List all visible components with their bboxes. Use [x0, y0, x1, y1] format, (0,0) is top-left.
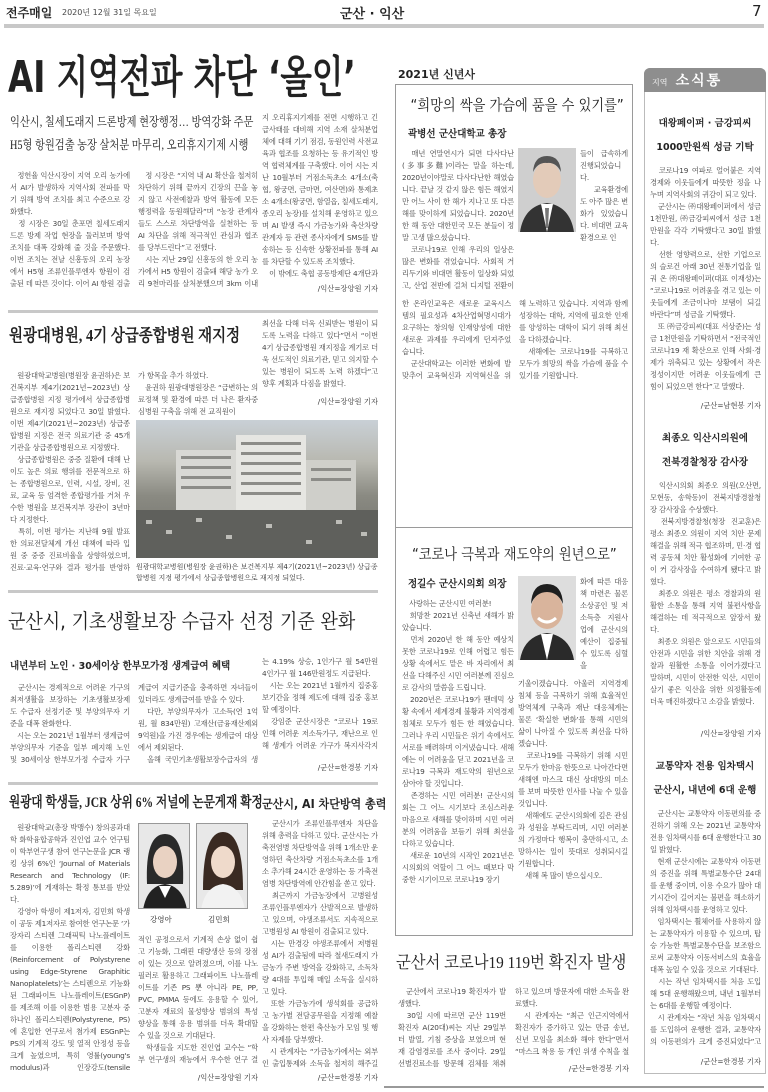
- byline: /군산=한경봉 기자: [317, 763, 378, 772]
- news-title: [644, 427, 766, 475]
- student-photo: [196, 823, 248, 909]
- quote-headline: [396, 544, 632, 564]
- student-photo: [138, 823, 190, 909]
- news-title-line: 최종오 익산시의원에: [662, 433, 748, 444]
- speaker-photo: [518, 576, 576, 660]
- article-column: 정헌율 익산시장이 지역 오리 농가에서 AI가 발생하자 지역사회 전파를 막기 위해 방역 조치를 최고 수준으로 강화했다. 정 시장은 30일 춘포면 칠세도래지 드론 방제 작업 현장을 둘러보며 방역 조치를 대폭 강화해 줄 것을 주문했다. 이번 조치는 전날 신흥동의 오리 농장에서 H5형 조류인플루엔자 항원이 검출된 데 따른 것이다. 이어 AI 항원 검출: [10, 171, 130, 288]
- news-title-line: 1000만원씩 성금 기탁: [656, 142, 754, 153]
- news-title: [644, 755, 766, 803]
- bottom-rule: [384, 1086, 764, 1088]
- byline: /익산=장양원 기자: [197, 1073, 258, 1082]
- news-title-line: 교통약자 전용 임차택시: [655, 761, 755, 772]
- photo-name: 김민희: [208, 915, 230, 924]
- sidebar-header: [644, 68, 766, 92]
- sidebar-header-title: 소식통: [675, 73, 723, 89]
- divider: [395, 527, 633, 528]
- portrait-image: [518, 148, 576, 232]
- address-column: 기울이겠습니다. 아울러 지역경제 침체 등을 극복하기 위해 효율적인 방역체계 구축과 재난 대응체계는 물론 ‘확실한 변화’를 통해 시민의 삶이 나아질 수 있도록 최선을 다하겠습니다. 코로나19를 극복하기 위해 시민 모두가 한마음 한뜻으로 나아간다면 새해엔 마스크 대신 상대방의 미소를 보며 따뜻한 인사를 나눌 수 있을 것입니다. 새해에도 군산시의회에 깊은 관심과 성원을 부탁드리며, 시민 여러분의 가정마다 행복이 충만하시고, 소망하시는 일이 뜻대로 성취되시길 기원합니다. 새해 복 많이 받으십시오.: [518, 679, 628, 880]
- article-column: 지 오리휴지기제를 전면 시행하고 긴급사태를 대비해 지역 소재 살처분업체에 대해 기기 점검, 동원인력 사전교육과 협조를 요청하는 등 유기적인 방역 협력체계를 구축했다. 이어 시는 지난 10월부터 거점소독초소 4개소(축협, 왕궁면, 금마면, 여산면)와 통제초소 4개소(왕궁면, 함열읍, 칠세도래지, 종오리 농장)를 설치해 운영하고 있으며 AI 발생 즉시 가금농가와 축산차량 관계자 등 관련 종사자에게 SMS를 발송하는 등 신속한 상황전파를 통해 AI를 차단할 수 있도록 조치했다. 이 밖에도 축협 공동방제단 4개단과: [262, 113, 378, 278]
- photo-caption: 원광대학교병원(병원장 윤권하)은 보건복지부 제4기(2021년~2023년) 상급종합병원 지정 평가에서 상급종합병원으로 재지정 되었다.: [136, 563, 378, 582]
- headline: 원광대 학생들, JCR 상위 6% 저널에 논문게재 확정: [9, 795, 263, 811]
- photo-name: 강영아: [150, 915, 172, 924]
- divider: [8, 590, 378, 593]
- headline: 군산서 코로나19 119번 확진자 발생: [396, 953, 627, 972]
- article-column: 는 4.19% 상승, 1인가구 월 54만원 4인가구 월 146만원정도 지급된다. 시는 오는 2021년 1월까지 집중홍보기간을 정해 제도에 대해 집중 홍보할 예정이다. 강임준 군산시장은 “코로나 19로 인해 어려운 저소득가구, 재난으로 인해 생계가 어려운 가구가 복지사각지: [262, 657, 378, 750]
- address-column: 매년 연말연시가 되면 다사다난(多事多難)이라는 말을 하는데, 2020년이야말로 다사다난한 해였습니다. 끝날 것 같지 않은 힘든 해였지만 어느 사이 한 해가 지나고 또 다른 해를 맞이하게 되었습니다. 2020년 한 해 동안 대한민국 모든 분들이 정말 고생 많으셨습니다. 코로나19로 인해 우리의 일상은 많은 변화를 겪었습니다. 사회적 거리두기와 비대면 활동이 일상화 되었고, 산업 전반에 걸쳐 디지털 전환이: [402, 149, 514, 290]
- divider: [8, 782, 378, 785]
- news-title-line: 전북경찰청장 감사장: [662, 457, 748, 468]
- new-year-label: 2021년 신년사: [398, 68, 475, 81]
- divider: [8, 310, 378, 313]
- news-body: 코로나19 여파로 얼어붙은 지역경제와 이웃들에게 따뜻한 정을 나누며 지역사회의 귀감이 되고 있다. 군산시는 ㈜대왕페이퍼에서 성금 1천만원, ㈜금강피씨에서 성금 1천만원을 각각 기탁했다고 30일 밝혔다. 선한 영향력으로, 선한 기업으로의 슬로건 아래 30년 전통기업을 일궈 온 ㈜대왕페이퍼(대표 이재성)는 “코로나19로 어려움을 겪고 있는 이웃들에게 조금이나마 보탬이 되길 바란다”며 성금을 기탁했다. 또 ㈜금강피씨(대표 서상준)는 성금 1천만원을 기탁하면서 “전국적인 코로나19 재 확산으로 인해 사회·경제가 위축되고 있는 상황에서 작은 정성이지만 어려운 이웃들에게 큰 힘이 되었으면 한다”고 말했다.: [650, 166, 761, 391]
- news-title-line: 군산시, 내년에 6대 운행: [653, 785, 757, 796]
- headline: 원광대병원, 4기 상급종합병원 재지정: [9, 326, 241, 345]
- hospital-building-image: [136, 420, 378, 558]
- issue-date: 2020년 12월 31일 목요일: [62, 8, 157, 17]
- address-column: 사랑하는 군산시민 여러분! 희망찬 2021년 신축년 새해가 밝았습니다. 먼저 2020년 한 해 동안 예상치 못한 코로나19로 인해 어렵고 힘든 상황 속에서도 맡은 바 자리에서 최선을 다해주신 시민 여러분께 진심으로 감사의 말씀을 드립니다. 2020년은 코로나19가 팬데믹 상황 속에서 세계경제 불황과 지역경제 침체로 모두가 힘든 한 해였습니다. 그러나 우리 시민들은 위기 속에서도 서로를 배려하며 이겨냈습니다. 새해에는 이 어려움을 딛고 2021년을 코로나19 극복과 재도약의 원년으로 삼아야 할 것입니다. 존경하는 시민 여러분! 군산시의회는 그 어느 시기보다 조심스러운 마음으로 새해를 맞이하며 시민 여러분의 어려움을 보듬기 위해 최선을 다하고 있습니다. 새로운 10년의 시작인 2021년은 시의회의 역할이 그 어느 때보다 막중한 시기이므로 코로나19 장기: [402, 599, 514, 884]
- article-column: 군산에서 코로나19 확진자가 발생했다. 30일 시에 따르면 군산 119번 확진자 A(20대)씨는 지난 29일부터 발열, 기침 증상을 보였으며 현재 감염경로를 조사 중이다. 29일 선별진료소를 방문해 검체를 채취: [398, 987, 506, 1068]
- article-column: 적인 공정으로서 기계적 손상 없이 쉽고 기능화, 그래핀 대량생산 등의 장점이 있는 것으로 알려졌으며, 이를 나노필러로 활용하고 그래파이트 나노플레이트를 기존 PS 뿐 아니라 PE, PP, PVC, PMMA 등에도 응용할 수 있어, 고분자 재료의 물성향상 범위의 특성 향상을 통해 응용 범위를 더욱 확대할 수 있을 것으로 기대된다. 학생들을 지도한 진인엽 교수는 “학부 연구생의 재능에서 우수한 연구 결: [138, 935, 258, 1064]
- article-column: 원광대학교병원(병원장 윤권하)은 보건복지부 제4기(2021년~2023년) 상급종합병원 지정 평가에서 상급종합병원으로 재지정 되었다고 30일 밝혔다. 이번 제4기(2021년~2023년) 상급종합병원 지정은 전국 의료기관 중 45개 기관을 상급종합병원으로 지정했다. 상급종합병원은 중증 질환에 대해 난이도 높은 의료 행위를 전문적으로 하는 종합병원으로, 인력, 시설, 장비, 진료, 교육 등 엄격한 종합평가를 거쳐 우수한 병원을 보건복지부 장관이 3년마다 지정한다. 특히, 이번 평가는 지난해 9월 발표한 의료전달체계 개선 대책에 따라 입원 중 중증 진료비율을 상향하였으며, 진료·교육·연구와 결과 평가를 반영하: [10, 371, 130, 572]
- byline: /군산=한경봉 기자: [700, 1057, 761, 1066]
- address-column: 들이 급속하게 진행되었습니다. 교육환경에도 아주 많은 변화가 있었습니다. 비대면 교육환경으로 인: [580, 149, 628, 242]
- article-column: 최선을 다해 더욱 신뢰받는 병원이 되도록 노력을 다하고 있다”면서 “이번 4기 상급종합병원 재지정을 계기로 더욱 선도적인 의료기관, 믿고 의지할 수 있는 병원이 되도록 노력 하겠다”고 향후 계획과 다짐을 밝혔다.: [262, 319, 378, 388]
- byline: /익산=장양원 기자: [317, 397, 378, 406]
- subheadline: 익산시, 칠세도래지 드론방제 현장행정… 방역강화 주문: [10, 115, 254, 129]
- paper-name: 전주매일: [6, 6, 53, 20]
- speaker-name: 정길수 군산시의회 의장: [408, 579, 507, 590]
- byline: /군산=남현봉 기자: [700, 401, 761, 410]
- hospital-photo: [136, 420, 378, 558]
- article-column: 하고 있으며 방문자에 대한 소독을 완료했다. 시 관계자는 “최근 인근지역에서 확진자가 증가하고 있는 만큼 송년, 신년 모임을 최소화 해야 한다”면서 “마스크 착용 등 개인 위생 수칙을 철: [515, 987, 629, 1056]
- portrait-image: [197, 824, 248, 909]
- headline: 군산시, AI 차단방역 총력: [262, 797, 387, 811]
- address-column: 한 온라인교육은 새로운 교육시스템의 필요성과 4차산업혁명시대가 요구하는 창의형 인재양성에 대한 새로운 과제를 우리에게 던져주었습니다. 군산대학교는 이러한 변화에 발맞추어 교육혁신과 지역혁신을 위해 노력하고 있습니다. 지역과 함께 성장하는 대학, 지역에 필요한 인재를 양성하는 대학이 되기 위해 최선을 다하겠습니다. 새해에는 코로나19를 극복하고 모두가 희망의 싹을 가슴에 품을 수 있기를 기원합니다.: [402, 299, 628, 380]
- quote-headline: [396, 95, 632, 115]
- news-title-line: 대왕페이퍼 · 금강피씨: [658, 118, 752, 129]
- article-column: 원광대학교(총장 박맹수) 창의공과대학 화학융합공학과 진인엽 교수 연구팀이 학부연구생 참여 연구논문을 JCR 랭킹 상위 6%인 ‘Journal of Materials Research and Technology (IF: 5.289)’에 게재하는 확정 통보를 받았다. 강영아 학생이 제1저자, 김민희 학생이 공동 제1저자로 참여한 연구논문 ‘가장자리 스티렌 그래픽틱 나노플레이트를 이용한 폴리스티렌 강화(Reinforcement of Polystyrene using Edge-Styrene Graphitic Nanoplatelets)’는 스티렌으로 기능화된 그래파이트 나노플레이트(ESGnP)를 제조해 이를 이용한 범용 고분자 중 하나인 폴리스티렌(Polystyrene, PS)에 혼입한 연구로서 첨가제 ESGnP는 PS의 기계적 강도 및 열적 안정성 등을 크게 높였으며, 특히 영률(young's modulus)과 인장강도(tensile: [10, 823, 130, 1072]
- news-body: 익산시의회 최종오 의원(오산면, 모현동, 송학동)이 전북지방경찰청장 감사장을 수상했다. 전북지방경찰청(청장 진교훈)은 평소 최종오 의원이 지역 치안 문제해결을 위해 적극 협조하며, 민·경 협력 공동체 치안 활성화에 기여한 공이 커 감사장을 수여하게 됐다고 밝혔다. 최종오 의원은 평소 경찰과의 원활한 소통을 통해 지역 불편사항을 해결하는 데 적극적으로 앞장서 왔다. 최종오 의원은 앞으로도 시민들의 안전과 시민을 위한 치안을 위해 경찰과 원활한 소통을 이어가겠다고 말하며, 시민이 안전한 익산, 시민이 살기 좋은 익산을 위한 의정활동에 더욱 매진하겠다고 소감을 밝혔다.: [650, 481, 761, 706]
- quote-headline-text: “희망의 싹을 가슴에 품을 수 있기를”: [410, 96, 624, 114]
- portrait-image: [139, 824, 190, 909]
- section-title: 군산 · 익산: [340, 7, 405, 22]
- page-number: 7: [752, 2, 762, 20]
- article-column: 군산시는 경제적으로 어려운 가구의 최저생활을 보장하는 기초생활보장제도 수급자 선정기준 및 부양의무자 기준을 대폭 완화한다. 시는 오는 2021년 1월부터 생계급여 부양의무자 기준을 일부 폐지해 노인 및 30세이상 한부모가정 수급자 가구: [10, 683, 130, 764]
- news-title: [644, 112, 766, 160]
- byline: /군산=한경봉 기자: [317, 1073, 378, 1082]
- quote-headline-text: “코로나 극복과 재도약의 원년으로”: [411, 545, 617, 563]
- speaker-name: 곽병선 군산대학교 총장: [408, 129, 507, 140]
- subheadline: H5형 항원검출 농장 살처분 마무리, 오리휴지기제 시행: [10, 138, 249, 152]
- byline: /익산=장양원 기자: [700, 729, 761, 738]
- article-column: 군산시가 조류인플루엔자 차단을 위해 총력을 다하고 있다. 군산시는 가축전염병 차단방역을 위해 1개소만 운영하던 축산차량 거점소독초소를 1개소 추가해 24시간 운영하는 등 가축전염병 차단방역에 안간힘을 쏟고 있다. 최근까지 가금농장에서 고병원성 조류인플루엔자가 산발적으로 발생하고 있으며, 야생조류서도 지속적으로 고병원성 AI 항원이 검출되고 있다. 시는 만경강 야생조류에서 저병원성 AI가 검출됨에 따라 철새도래지 가금농가 주변 방역을 강화하고, 소독차량 4대를 투입해 매일 소독을 실시하고 있다. 또한 가금농가에 생석회를 공급하고 농가별 전담공무원을 지정해 예찰을 강화하는 한편 축산농가 모임 및 행사 자제를 당부했다. 시 관계자는 “가금농가에서는 외부인 출입통제와 소독을 철저히 해주길: [262, 819, 378, 1068]
- news-body: 군산시는 교통약자 이동편의를 증진하기 위해 오는 2021년 교통약자 전용 임차택시를 6대 운행한다고 30일 밝혔다. 현재 군산시에는 교통약자 이동편의 증진을 위해 특별교통수단 24대를 운행 중이며, 이용 수요가 많아 대기시간이 길어지는 불편을 해소하기 위해 임차택시를 운영하고 있다. 임차택시는 휠체어를 사용하지 않는 교통약자가 이용할 수 있으며, 탑승 가능한 특별교통수단을 보조함으로써 교통약자 이동서비스의 효율을 대폭 높일 수 있을 것으로 기대된다. 시는 작년 임차택시를 처음 도입해 5대 운행해왔으며, 내년 1월부터는 6대를 운행할 예정이다. 시 관계자는 “작년 처음 임차택시를 도입하여 운행한 결과, 교통약자의 이동편의가 크게 증진되었다”고: [650, 809, 761, 1046]
- speaker-photo: [518, 148, 576, 232]
- article-column: 가 항목을 추가 하였다. 윤권하 원광대병원장은 “급변하는 의료정책 및 환경에 따른 더 나은 환자중심병원 구축을 위해 전 교직원이: [138, 371, 258, 416]
- subheadline: 내년부터 노인 · 30세이상 한부모가정 생계급여 혜택: [10, 661, 231, 672]
- headline: AI 지역전파 차단 ‘올인’: [8, 52, 356, 103]
- byline: /익산=장양원 기자: [317, 284, 378, 293]
- sidebar-header-small: 지역: [652, 78, 668, 87]
- masthead-rule: [4, 24, 764, 28]
- article-column: 계급여 지급기준을 충족하면 자녀들이 있더라도 생계급여를 받을 수 있다. 다만, 부양의무자가 고소득(연 1억원, 월 834만원) 고재산(금융재산제외 9억원)을 가진 경우에는 생계급여 대상에서 제외된다. 올해 국민기초생활보장수급자의 생: [138, 683, 258, 764]
- byline: /군산=한경봉 기자: [568, 1064, 629, 1073]
- article-column: 정 시장은 “지역 내 AI 확산을 철저히 차단하기 위해 끝까지 긴장의 끈을 놓지 않고 사전예찰과 방역 활동에 모든 행정력을 동원해달라”며 “농장 관계자들도 스스로 차단방역을 실천하는 등 AI 차단을 위해 적극적인 관심과 협조를 당부드린다”고 전했다. 시는 지난 29일 신흥동의 한 오리 농가에서 H5 항원이 검출돼 해당 농가 오리 9천마리를 살처분했으며 3km 이내: [138, 171, 258, 288]
- headline: 군산시, 기초생활보장 수급자 선정 기준 완화: [8, 609, 356, 633]
- portrait-image: [518, 576, 576, 660]
- address-column: 화에 따른 대응책 마련은 물론 소상공인 및 저소득층 지원사업에 군산시의 예산이 집중될 수 있도록 심혈을: [580, 577, 628, 670]
